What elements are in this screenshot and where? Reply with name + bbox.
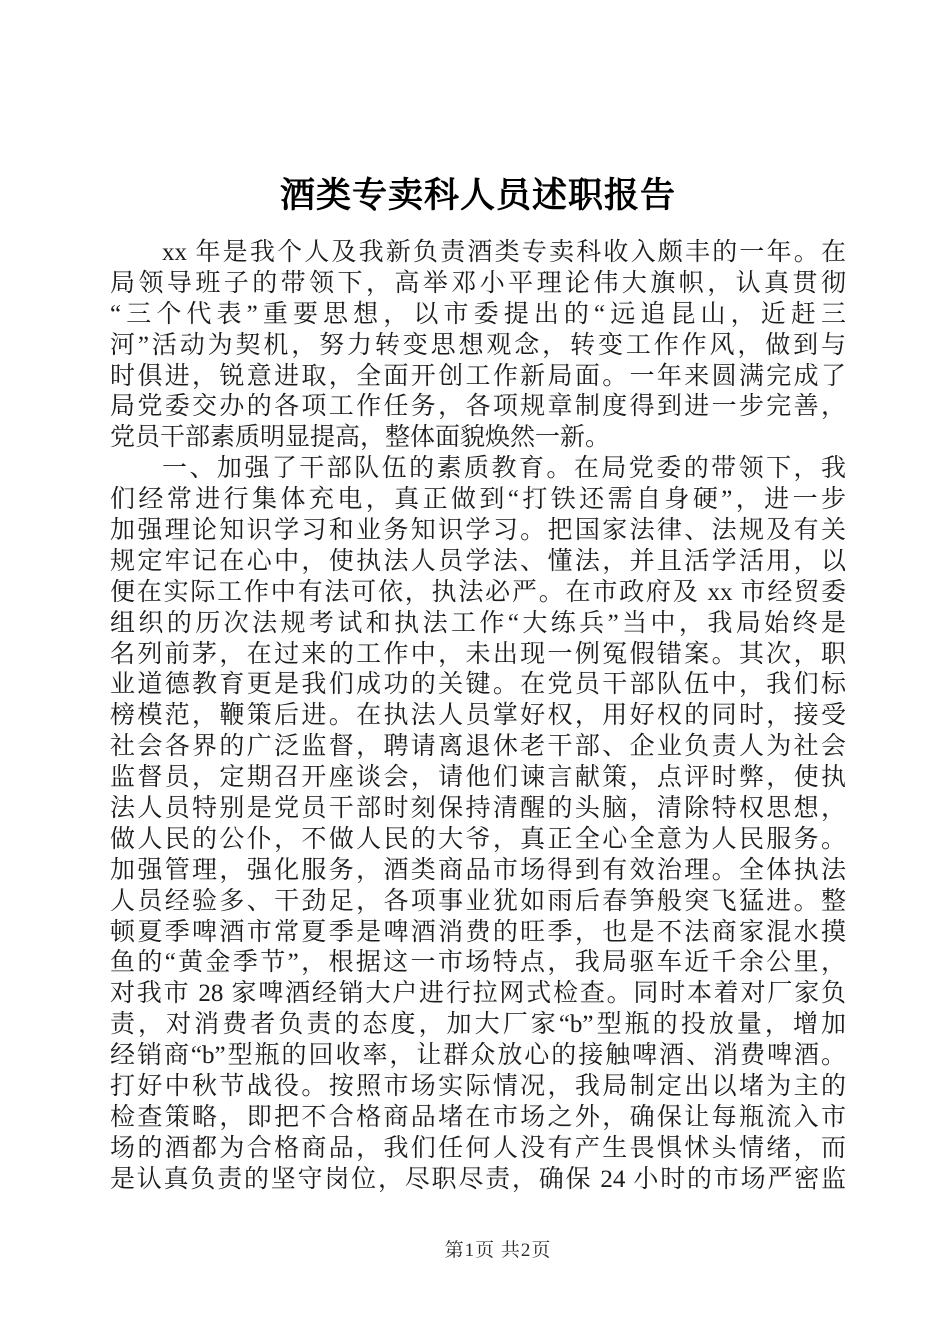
body-line: 法人员特别是党员干部时刻保持清醒的头脑，清除特权思想， (110, 795, 846, 823)
body-line: “三个代表”重要思想，以市委提出的“远追昆山，近赶三 (110, 300, 846, 328)
body-line: 社会各界的广泛监督，聘请离退休老干部、企业负责人为社会 (110, 733, 846, 761)
body-line: 业道德教育更是我们成功的关键。在党员干部队伍中，我们标 (110, 671, 846, 699)
body-line: 加强理论知识学习和业务知识学习。把国家法律、法规及有关 (110, 517, 846, 545)
body-line: 榜模范，鞭策后进。在执法人员掌好权，用好权的同时，接受 (110, 702, 846, 730)
body-line: 场的酒都为合格商品，我们任何人没有产生畏惧怵头情绪，而 (110, 1134, 846, 1162)
body-line: 顿夏季啤酒市常夏季是啤酒消费的旺季，也是不法商家混水摸 (110, 918, 846, 946)
body-line: 便在实际工作中有法可依，执法必严。在市政府及 xx 市经贸委 (110, 578, 846, 606)
body-line: 鱼的“黄金季节”，根据这一市场特点，我局驱车近千余公里， (110, 949, 846, 977)
body-line: xx 年是我个人及我新负责酒类专卖科收入颇丰的一年。在 (162, 239, 846, 266)
body-line: 人员经验多、干劲足，各项事业犹如雨后春笋般突飞猛进。整 (110, 887, 846, 915)
body-line: 规定牢记在心中，使执法人员学法、懂法，并且活学活用，以 (110, 547, 846, 575)
body-line: 一、加强了干部队伍的素质教育。在局党委的带领下，我 (162, 455, 846, 483)
body-line: 组织的历次法规考试和执法工作“大练兵”当中，我局始终是 (110, 609, 846, 637)
body-line: 时俱进，锐意进取，全面开创工作新局面。一年来圆满完成了 (110, 362, 846, 390)
body-line: 经销商“b”型瓶的回收率，让群众放心的接触啤酒、消费啤酒。 (110, 1042, 846, 1070)
body-line: 责，对消费者负责的态度，加大厂家“b”型瓶的投放量，增加 (110, 1011, 846, 1039)
body-line: 局党委交办的各项工作任务，各项规章制度得到进一步完善， (110, 393, 846, 421)
body-line: 监督员，定期召开座谈会，请他们谏言献策，点评时弊，使执 (110, 764, 846, 792)
body-line: 加强管理，强化服务，酒类商品市场得到有效治理。全体执法 (110, 856, 846, 884)
body-line: 打好中秋节战役。按照市场实际情况，我局制定出以堵为主的 (110, 1073, 846, 1101)
body-line: 对我市 28 家啤酒经销大户进行拉网式检查。同时本着对厂家负 (110, 980, 846, 1008)
body-line: 们经常进行集体充电，真正做到“打铁还需自身硬”，进一步 (110, 486, 846, 514)
body-line: 检查策略，即把不合格商品堵在市场之外，确保让每瓶流入市 (110, 1103, 846, 1131)
body-line: 党员干部素质明显提高，整体面貌焕然一新。 (110, 424, 611, 452)
page-footer (0, 1238, 950, 1264)
body-line: 做人民的公仆，不做人民的大爷，真正全心全意为人民服务。 (110, 825, 846, 853)
body-line: 河”活动为契机，努力转变思想观念，转变工作作风，做到与 (110, 331, 846, 359)
body-line: 是认真负责的坚守岗位，尽职尽责，确保 24 小时的市场严密监 (110, 1165, 846, 1193)
body-line: 局领导班子的带领下，高举邓小平理论伟大旗帜，认真贯彻 (110, 269, 846, 297)
page-number-label: 第1页 共2页 (444, 1240, 552, 1261)
document-title: 酒类专卖科人员述职报告 (279, 176, 676, 215)
body-line: 名列前茅，在过来的工作中，未出现一例冤假错案。其次，职 (110, 640, 846, 668)
document-body (110, 238, 846, 1196)
